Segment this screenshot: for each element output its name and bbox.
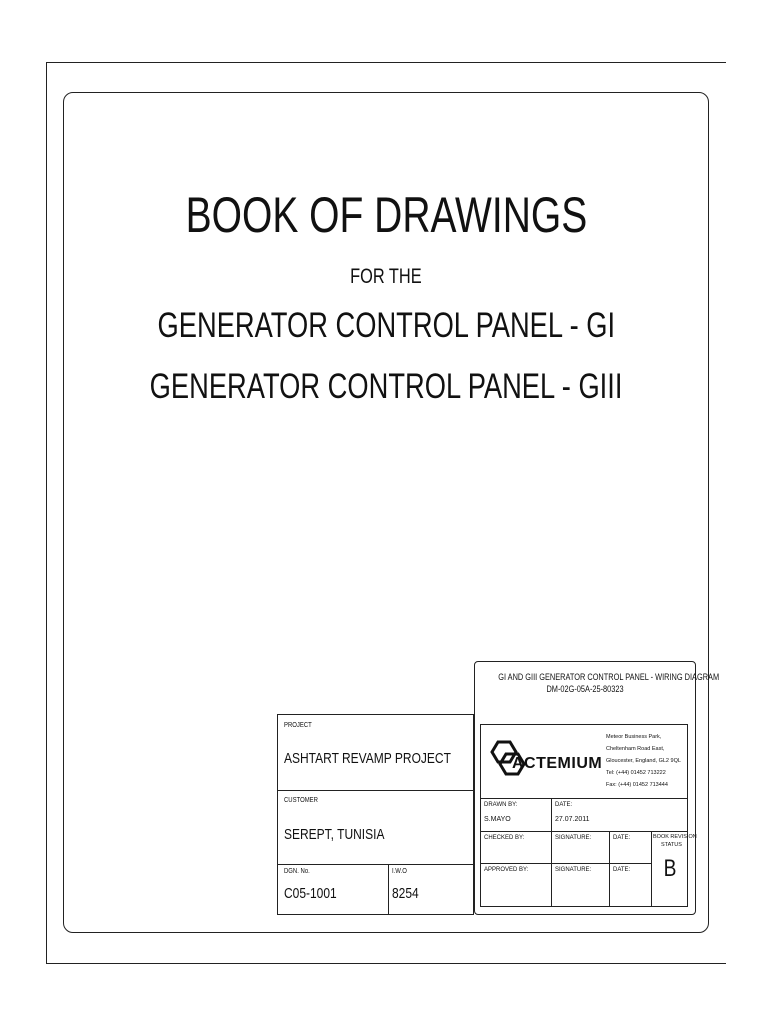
date-value: 27.07.2011 bbox=[555, 816, 590, 823]
company-name: ACTEMIUM bbox=[512, 755, 603, 772]
dgn-value: C05-1001 bbox=[284, 885, 337, 902]
checked-date-label: DATE: bbox=[613, 835, 631, 841]
approved-date-label: DATE: bbox=[613, 867, 631, 873]
book-revision-label: BOOK REVISION bbox=[653, 834, 697, 840]
dgn-label: DGN. No. bbox=[284, 868, 310, 875]
status-label: STATUS bbox=[661, 842, 682, 848]
iwo-label: I.W.O bbox=[392, 868, 407, 875]
subtitle-gi: GENERATOR CONTROL PANEL - GI bbox=[157, 306, 615, 345]
customer-label: CUSTOMER bbox=[284, 797, 318, 804]
subtitle-giii: GENERATOR CONTROL PANEL - GIII bbox=[149, 367, 623, 406]
book-title: BOOK OF DRAWINGS bbox=[185, 187, 587, 243]
revision-letter: B bbox=[663, 855, 677, 882]
checked-signature-label: SIGNATURE: bbox=[555, 835, 592, 841]
address-line: Meteor Business Park, bbox=[606, 734, 662, 740]
date-label: DATE: bbox=[555, 802, 573, 808]
checked-by-label: CHECKED BY: bbox=[484, 835, 525, 841]
phone-line: Tel: (+44) 01452 713222 bbox=[606, 770, 666, 776]
project-value: ASHTART REVAMP PROJECT bbox=[284, 750, 451, 767]
fax-line: Fax: (+44) 01452 713444 bbox=[606, 782, 668, 788]
address-line: Gloucester, England, GL2 9QL bbox=[606, 758, 681, 764]
iwo-value: 8254 bbox=[392, 885, 419, 902]
drawing-number: DM-02G-05A-25-80323 bbox=[546, 684, 624, 694]
customer-value: SEREPT, TUNISIA bbox=[284, 826, 385, 843]
for-the-text: FOR THE bbox=[350, 265, 422, 288]
drawing-title: GI AND GIII GENERATOR CONTROL PANEL - WIRING DIAGRAM bbox=[498, 672, 720, 682]
approved-signature-label: SIGNATURE: bbox=[555, 867, 592, 873]
drawn-by-value: S.MAYO bbox=[484, 816, 511, 823]
approved-by-label: APPROVED BY: bbox=[484, 867, 529, 873]
address-line: Cheltenham Road East, bbox=[606, 746, 665, 752]
project-label: PROJECT bbox=[284, 722, 312, 729]
drawn-by-label: DRAWN BY: bbox=[484, 802, 518, 808]
